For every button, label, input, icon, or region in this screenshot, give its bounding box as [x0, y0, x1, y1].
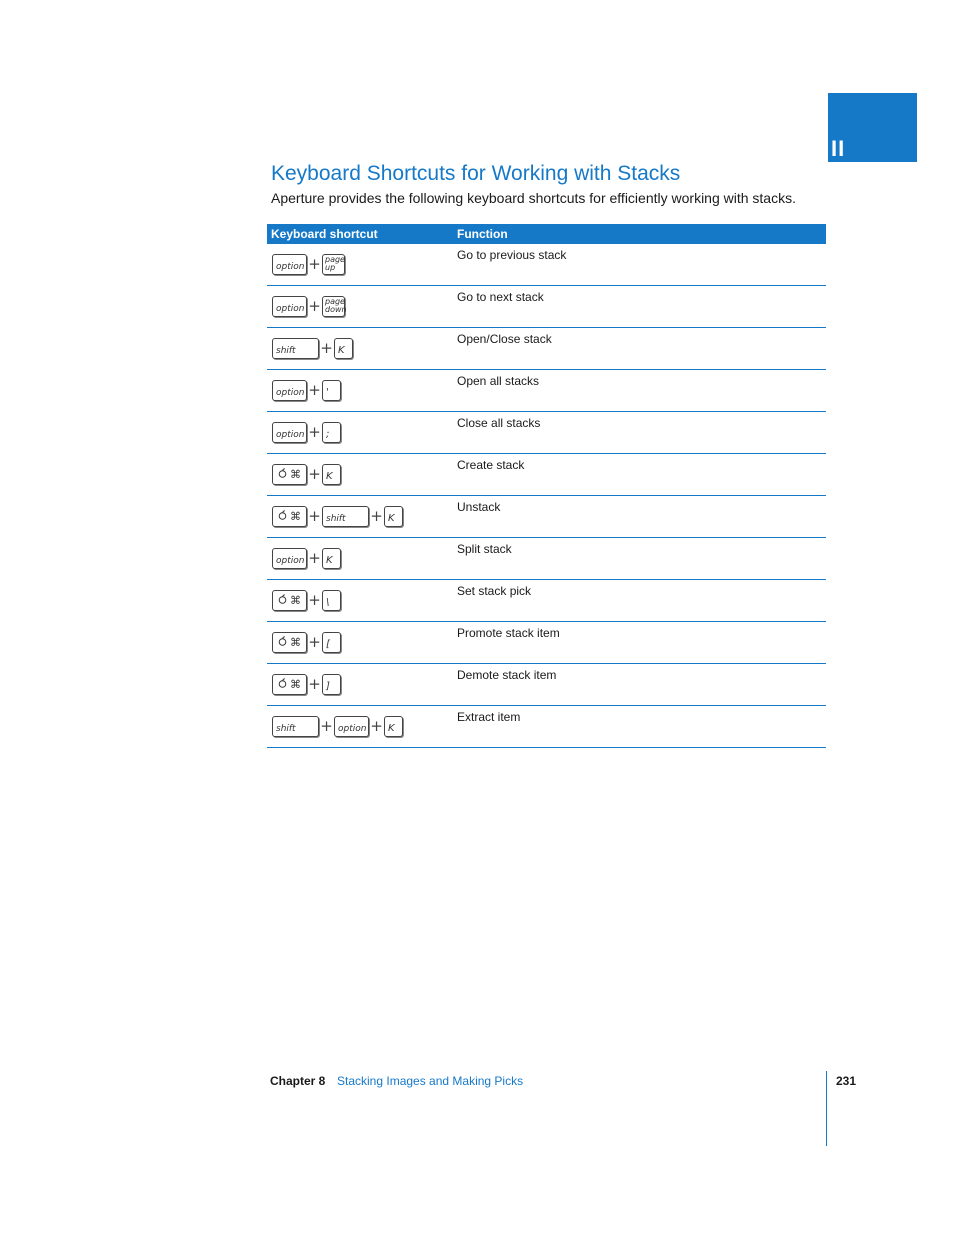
plus-sign: + [308, 591, 321, 609]
plus-sign: + [308, 465, 321, 483]
command-icon: ⌘ [290, 593, 301, 607]
command-icon: ⌘ [290, 635, 301, 649]
part-tab [828, 93, 917, 162]
apple-icon [278, 678, 287, 691]
keycap-option: option [272, 422, 307, 443]
keycap-line: down [325, 305, 347, 314]
intro-paragraph: Aperture provides the following keyboard shortcuts for efficiently working with stacks. [271, 190, 796, 206]
keycap-option: option [334, 716, 369, 737]
plus-sign: + [308, 423, 321, 441]
keycap-symbol: ; [322, 422, 341, 443]
shortcut-keys [272, 420, 341, 444]
plus-sign: + [308, 507, 321, 525]
table-row [267, 706, 826, 748]
table-row [267, 370, 826, 412]
shortcut-keys [272, 630, 341, 654]
function-description: Demote stack item [457, 668, 557, 682]
keycap-shift: shift [272, 338, 319, 359]
command-icon: ⌘ [290, 509, 301, 523]
keycap-symbol: ] [322, 674, 341, 695]
keycap-k: K [322, 464, 341, 485]
command-icon: ⌘ [290, 677, 301, 691]
keycap-shift: shift [322, 506, 369, 527]
keycap-symbol: [ [322, 632, 341, 653]
keycap-command [272, 632, 307, 653]
keycap-option: option [272, 254, 307, 275]
keycap-shift: shift [272, 716, 319, 737]
part-tab-label: II [831, 136, 846, 161]
plus-sign: + [308, 255, 321, 273]
shortcut-keys [272, 252, 345, 276]
plus-sign: + [370, 507, 383, 525]
function-description: Go to next stack [457, 290, 544, 304]
table-row [267, 496, 826, 538]
table-row [267, 286, 826, 328]
keycap-option: option [272, 296, 307, 317]
function-description: Open/Close stack [457, 332, 552, 346]
footer-divider [826, 1071, 827, 1146]
shortcut-keys [272, 546, 341, 570]
shortcut-keys [272, 504, 403, 528]
table-row [267, 244, 826, 286]
keycap-k: K [334, 338, 353, 359]
keycap-symbol: ' [322, 380, 341, 401]
table-row [267, 538, 826, 580]
header-shortcut: Keyboard shortcut [271, 227, 378, 241]
function-description: Set stack pick [457, 584, 532, 598]
keycap-k: K [322, 548, 341, 569]
shortcut-keys [272, 714, 403, 738]
function-description: Close all stacks [457, 416, 541, 430]
page-number: 231 [836, 1074, 857, 1088]
shortcut-keys [272, 588, 341, 612]
keycap-command [272, 506, 307, 527]
keycap-k: K [384, 716, 403, 737]
command-icon: ⌘ [290, 467, 301, 481]
table-row [267, 664, 826, 706]
table-row [267, 622, 826, 664]
keycap-option: option [272, 380, 307, 401]
function-description: Unstack [457, 500, 501, 514]
shortcut-keys [272, 336, 353, 360]
keycap-page-down [322, 296, 345, 317]
keycap-symbol: \ [322, 590, 341, 611]
plus-sign: + [320, 339, 333, 357]
shortcut-keys [272, 462, 341, 486]
keycap-page-up [322, 254, 345, 275]
keycap-line: page [325, 297, 345, 306]
page-title: Keyboard Shortcuts for Working with Stacks [271, 162, 681, 185]
table-row [267, 328, 826, 370]
apple-icon [278, 510, 287, 523]
keycap-option: option [272, 548, 307, 569]
table-row [267, 454, 826, 496]
plus-sign: + [308, 549, 321, 567]
apple-icon [278, 468, 287, 481]
shortcut-keys [272, 378, 341, 402]
function-description: Extract item [457, 710, 521, 724]
keycap-k: K [384, 506, 403, 527]
shortcut-keys [272, 294, 345, 318]
function-description: Create stack [457, 458, 525, 472]
table-header [267, 224, 826, 244]
function-description: Split stack [457, 542, 512, 556]
keycap-command [272, 674, 307, 695]
apple-icon [278, 594, 287, 607]
keycap-line: page [325, 255, 345, 264]
table-row [267, 580, 826, 622]
table-row [267, 412, 826, 454]
plus-sign: + [370, 717, 383, 735]
function-description: Open all stacks [457, 374, 540, 388]
function-description: Go to previous stack [457, 248, 567, 262]
footer-chapter: Chapter 8 [270, 1074, 326, 1088]
table-body [267, 244, 826, 748]
plus-sign: + [308, 297, 321, 315]
plus-sign: + [308, 381, 321, 399]
shortcuts-table [267, 224, 826, 748]
keycap-line: up [325, 263, 336, 272]
keycap-command [272, 464, 307, 485]
function-description: Promote stack item [457, 626, 560, 640]
footer-section-link[interactable]: Stacking Images and Making Picks [337, 1074, 524, 1088]
apple-icon [278, 636, 287, 649]
plus-sign: + [320, 717, 333, 735]
header-function: Function [457, 227, 508, 241]
keycap-command [272, 590, 307, 611]
plus-sign: + [308, 675, 321, 693]
plus-sign: + [308, 633, 321, 651]
shortcut-keys [272, 672, 341, 696]
